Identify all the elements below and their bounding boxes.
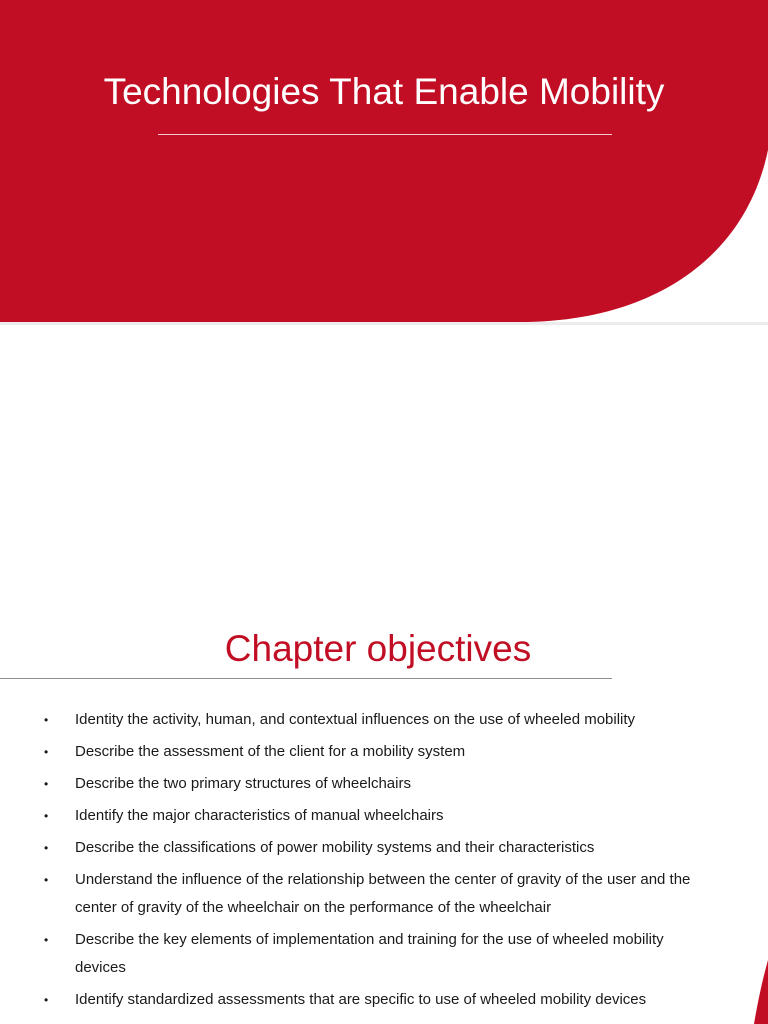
bullet-icon: •	[44, 873, 49, 887]
objectives-list	[44, 706, 712, 1018]
objective-text: Understand the influence of the relationship between the center of gravity of the user and the center of gravity of the wheelchair on the performance of the wheelchair	[75, 871, 691, 916]
objective-item	[44, 802, 712, 830]
objective-item	[44, 926, 712, 982]
objective-text: Describe the key elements of implementation and training for the use of wheeled mobility devices	[75, 931, 664, 976]
objectives-underline	[0, 678, 612, 679]
objective-item	[44, 770, 712, 798]
title-slide	[0, 0, 768, 324]
title-underline	[158, 134, 612, 135]
slide-divider	[0, 322, 768, 325]
objective-text: Describe the two primary structures of wheelchairs	[75, 775, 411, 792]
bullet-icon: •	[44, 933, 49, 947]
bullet-icon: •	[44, 777, 49, 791]
bullet-icon: •	[44, 809, 49, 823]
objective-item	[44, 986, 712, 1014]
objective-text: Identify standardized assessments that are specific to use of wheeled mobility devices	[75, 991, 647, 1008]
objectives-heading: Chapter objectives	[224, 628, 532, 669]
objective-text: Describe the assessment of the client for a mobility system	[75, 743, 466, 760]
objective-item	[44, 738, 712, 766]
bullet-icon: •	[44, 841, 49, 855]
objective-text: Describe the classifications of power mobility systems and their characteristics	[75, 839, 595, 856]
objective-item	[44, 834, 712, 862]
bullet-icon: •	[44, 993, 49, 1007]
objective-item	[44, 706, 712, 734]
objective-text: Identity the activity, human, and contextual influences on the use of wheeled mobility	[75, 711, 636, 728]
slide-title: Technologies That Enable Mobility	[103, 71, 665, 112]
red-header-shape	[0, 0, 768, 324]
red-corner-accent	[740, 960, 768, 1024]
bullet-icon: •	[44, 713, 49, 727]
objective-item	[44, 866, 712, 922]
objective-text: Identify the major characteristics of manual wheelchairs	[75, 807, 444, 824]
bullet-icon: •	[44, 745, 49, 759]
